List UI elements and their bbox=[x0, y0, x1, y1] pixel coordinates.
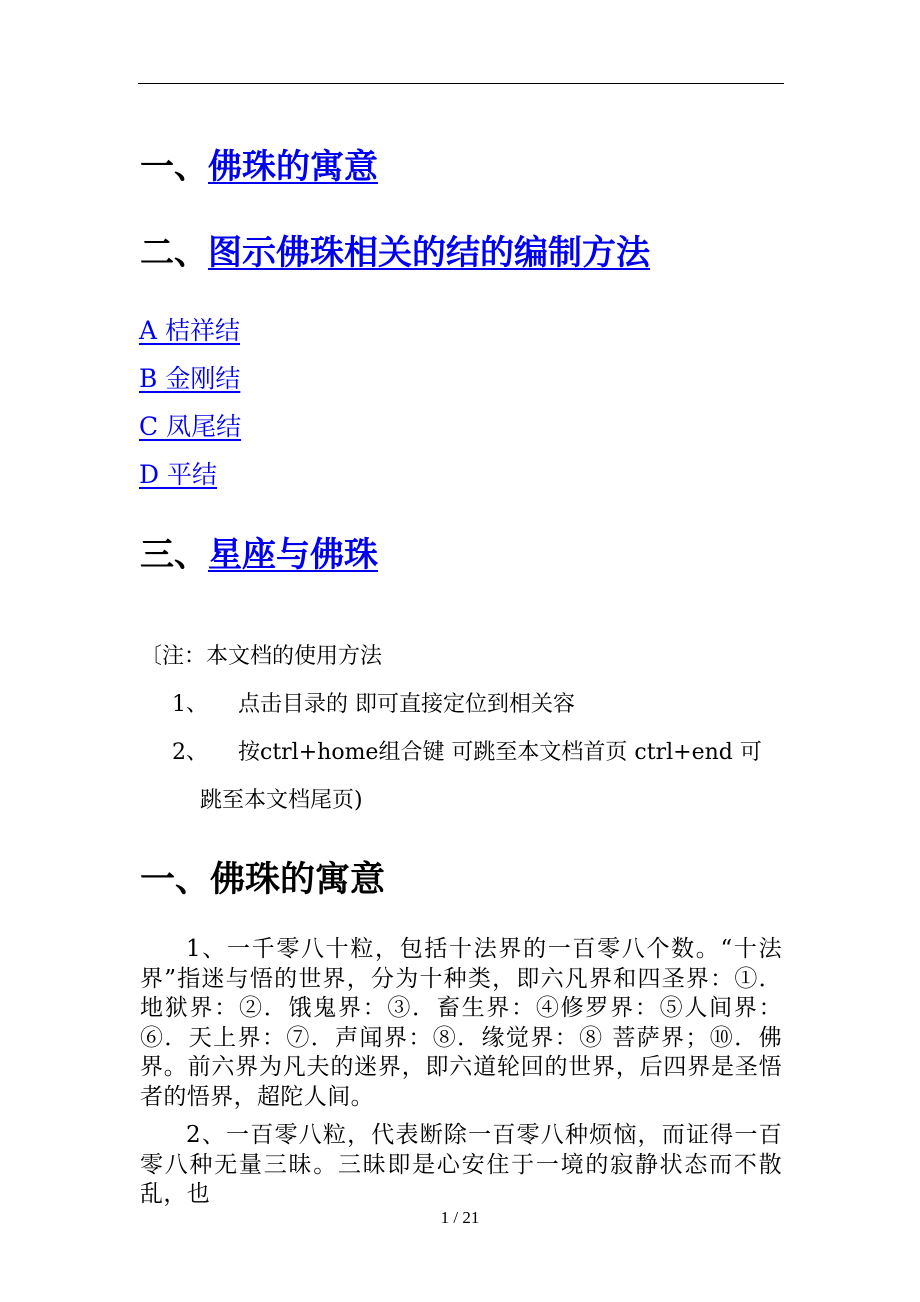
note-item-1-number: 1、 bbox=[172, 692, 208, 717]
note-item-2-number: 2、 bbox=[172, 740, 208, 765]
toc-sub-item bbox=[139, 366, 240, 391]
toc-link-3[interactable]: 星座与佛珠 bbox=[208, 535, 378, 575]
page-number: 1 / 21 bbox=[440, 1208, 480, 1227]
note-title: 〔注：本文档的使用方法 bbox=[140, 644, 383, 669]
section-heading: 一、佛珠的寓意 bbox=[140, 860, 386, 900]
toc-sub-link-b[interactable]: B 金刚结 bbox=[139, 364, 241, 393]
toc-heading-3-number: 三、 bbox=[140, 535, 208, 575]
toc-heading-3 bbox=[140, 535, 378, 575]
note-item-2-text: 按ctrl+home组合键 可跳至本文档首页 ctrl+end 可 bbox=[238, 740, 762, 765]
toc-sub-item bbox=[139, 414, 241, 439]
note-item-2-continuation: 跳至本文档尾页) bbox=[200, 788, 363, 813]
toc-sub-item bbox=[139, 462, 217, 487]
paragraph-1: 1、一千零八十粒，包括十法界的一百零八个数。“十法界”指迷与悟的世界，分为十种类，即六凡界和四圣界：①．地狱界：②．饿鬼界：③．畜生界：④修罗界：⑤人间界：⑥．天上界：⑦．声闻界：⑧．缘觉界：⑧ 菩萨界；⑩．佛界。前六界为凡夫的迷界，即六道轮回的世界，后四界是圣悟者的悟界，超陀人间。 bbox=[140, 936, 782, 1110]
toc-sub-link-d[interactable]: D 平结 bbox=[139, 460, 217, 489]
note-item-1-text: 点击目录的 即可直接定位到相关容 bbox=[238, 692, 575, 717]
toc-sub-link-a[interactable]: A 桔祥结 bbox=[139, 316, 241, 345]
toc-link-2[interactable]: 图示佛珠相关的结的编制方法 bbox=[208, 233, 650, 273]
toc-heading-2-number: 二、 bbox=[140, 233, 208, 273]
header-rule bbox=[138, 83, 784, 84]
toc-heading-1-number: 一、 bbox=[140, 147, 208, 187]
toc-heading-1 bbox=[140, 147, 378, 187]
toc-sub-link-c[interactable]: C 凤尾结 bbox=[139, 412, 242, 441]
paragraph-2: 2、一百零八粒，代表断除一百零八种烦恼，而证得一百零八种无量三昧。三昧即是心安住于一境的寂静状态而不散乱，也 bbox=[140, 1122, 782, 1208]
toc-link-1[interactable]: 佛珠的寓意 bbox=[208, 147, 378, 187]
toc-sub-item bbox=[139, 318, 240, 343]
toc-heading-2 bbox=[140, 233, 650, 273]
